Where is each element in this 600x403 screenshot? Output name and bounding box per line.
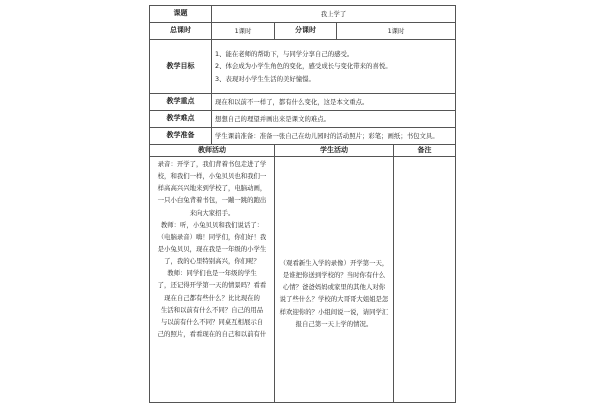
notes-header: 备注 (394, 145, 456, 157)
preparation-label: 教学准备 (150, 128, 212, 145)
teacher-activity-line: 是小兔贝贝，现在我是一年级的小学生 (157, 244, 267, 253)
topic-label: 课题 (150, 6, 212, 23)
key-point-row (150, 94, 456, 111)
preparation-row (150, 128, 456, 145)
period-value: 1课时 (337, 23, 456, 40)
teacher-activity-line: 校，和我们一样，小兔贝贝也和我们一 (157, 172, 267, 181)
student-activity-line: 报自己第一天上学的情况。 (295, 319, 373, 328)
difficulty-row (150, 111, 456, 128)
difficulty-text: 想想自己的理望并画出来是课文的难点。 (212, 111, 456, 128)
teacher-activity-line: 教师：同学们也是一年级的学生 (167, 269, 257, 278)
key-point-text: 现在和以前不一样了，都有什么变化，这是本文重点。 (212, 94, 456, 111)
student-activity-header: 学生活动 (275, 145, 394, 157)
teacher-activity-line: 录音：开学了，我们背着书包走进了学 (157, 160, 267, 168)
student-activity-line: 说了些什么？学校的大哥哥大姐姐是怎 (279, 295, 389, 304)
teacher-activity-line: 来向大家招手。 (189, 208, 235, 217)
total-hours-label: 总课时 (150, 23, 212, 40)
goals-label: 教学目标 (150, 40, 212, 94)
period-label: 分课时 (275, 23, 337, 40)
teacher-activity-line: 了，还记得开学第一天的情景吗？看看 (157, 281, 267, 290)
teacher-activity-line: 现在自己都有些什么？比比现在的 (164, 293, 260, 302)
teacher-activity-line: 生活和以前有什么不同？自己的用品 (160, 305, 264, 314)
total-hours-value: 1课时 (212, 23, 275, 40)
student-activity-line: 心情？爸爸妈妈或家里的其他人对你 (282, 283, 386, 292)
topic-row (150, 6, 456, 23)
teacher-activity-line: 与以前有什么不同？同桌互相展示自 (160, 317, 264, 326)
teacher-activity-column (150, 157, 275, 403)
student-activity-line: （观看新生入学的录像）开学第一天， (279, 259, 389, 267)
goals-row (150, 40, 456, 94)
goal-item: 1、能在老师的帮助下，与同学分享自己的感受。 (215, 49, 354, 58)
teacher-activity-line: 教师：听，小兔贝贝和我们说话了： (160, 220, 264, 229)
teacher-activity-line: 样高高兴兴地来到学校了，电脑动画， (157, 184, 267, 193)
key-point-label: 教学重点 (150, 94, 212, 111)
student-activity-line: 是谁把你送到学校的？当时你有什么 (282, 271, 386, 280)
goal-item: 3、表现对小学生生活的美好憧憬。 (215, 74, 315, 83)
notes-column (394, 157, 456, 403)
hours-row (150, 23, 456, 40)
student-activity-line: 样欢迎你的？小组间说一说，请同学汇 (279, 307, 389, 316)
difficulty-label: 教学难点 (150, 111, 212, 128)
preparation-text: 学生课前准备：准备一张自己在幼儿园时的活动照片；彩笔；画纸；书包文具。 (212, 128, 456, 145)
goal-item: 2、体会成为小学生角色的变化，感受成长与变化带来的喜悦。 (215, 62, 392, 71)
teacher-activity-line: 一只小白兔背着书包，一蹦一跳的跑出 (157, 196, 267, 205)
goals-list (212, 40, 456, 94)
activity-body-row (150, 157, 456, 403)
teacher-activity-line: 己的照片，看看现在的自己和以前有什 (157, 329, 267, 338)
student-activity-column (275, 157, 394, 403)
teacher-activity-line: （电脑录音）嗨！同学们，你们好！我 (157, 232, 267, 241)
teacher-activity-header: 教师活动 (150, 145, 275, 157)
topic-value: 我上学了 (212, 6, 456, 23)
lesson-plan-table (149, 5, 456, 403)
activity-header-row (150, 145, 456, 157)
teacher-activity-line: 了，我的心里特别高兴，你们呢？ (164, 257, 260, 266)
